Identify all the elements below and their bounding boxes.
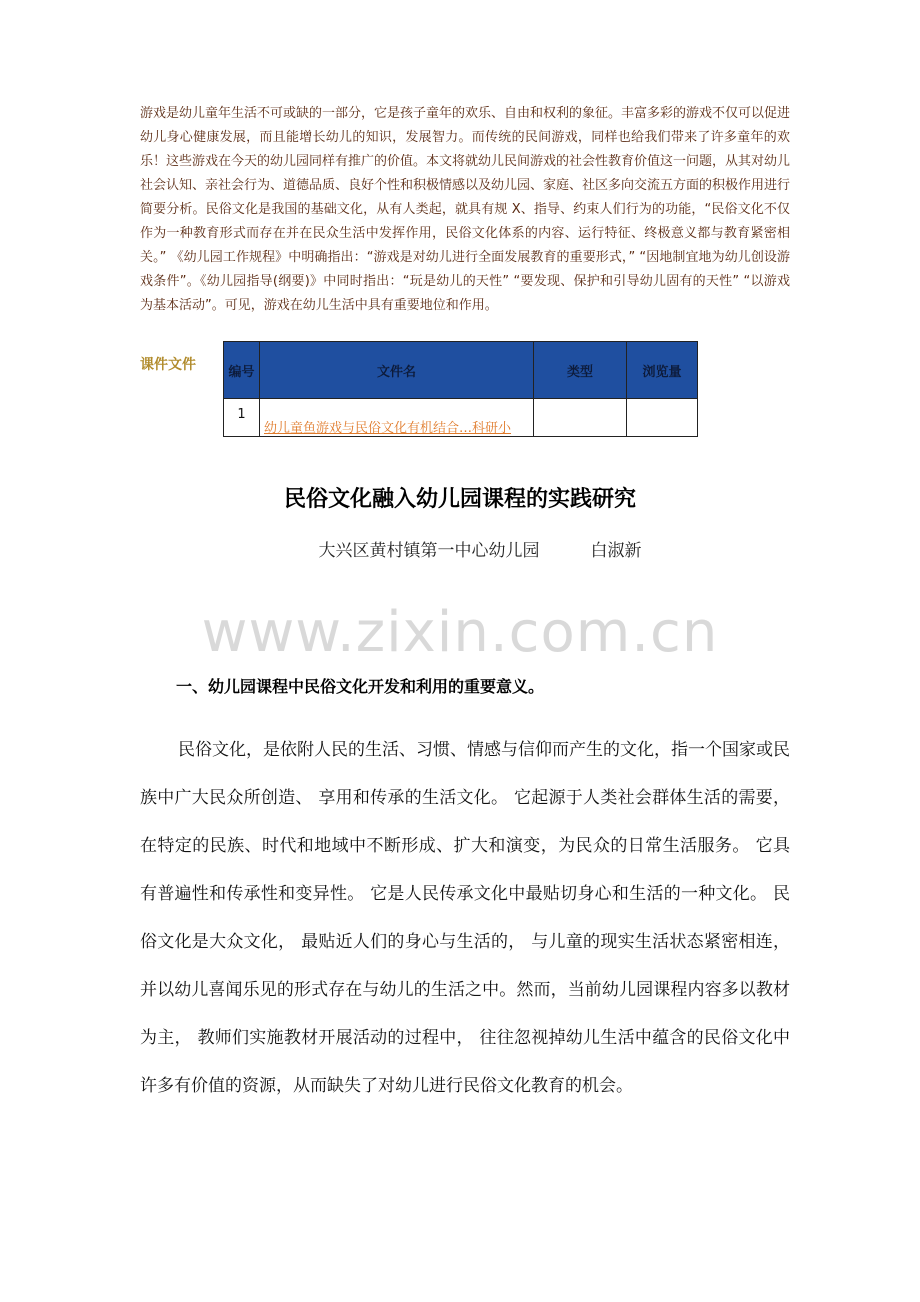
article-byline: 大兴区黄村镇第一中心幼儿园 白淑新 — [318, 541, 642, 561]
file-num-cell: 1 — [224, 399, 260, 437]
article-title: 民俗文化融入幼儿园课程的实践研究 — [283, 487, 636, 512]
file-views-cell — [627, 399, 698, 437]
courseware-files-table — [223, 341, 698, 437]
file-name-cell — [260, 399, 534, 437]
section-body-paragraph: 民俗文化，是依附人民的生活、习惯、情感与信仰而产生的文化，指一个国家或民族中广大民众所创造、 享用和传承的生活文化。 它起源于人类社会群体生活的需要，在特定的民族、时代和地域中不断形成、扩大和演变，为民众的日常生活服务。 它具有普遍性和传承性和变异性。 它是人民传承文化中最贴切身心和生活的一种文化。 民俗文化是大众文化， 最贴近人们的身心与生活的， 与儿童的现实生活状态紧密相连，并以幼儿喜闻乐见的形式存在与幼儿的生活之中。然而，当前幼儿园课程内容多以教材为主， 教师们实施教材开展活动的过程中， 往往忽视掉幼儿生活中蕴含的民俗文化中许多有价值的资源，从而缺失了对幼儿进行民俗文化教育的机会。 — [140, 740, 790, 1096]
column-header-type: 类型 — [534, 342, 627, 399]
table-header-row — [224, 342, 698, 399]
column-header-name: 文件名 — [260, 342, 534, 399]
courseware-files-label: 课件文件 — [140, 357, 196, 373]
section-heading: 一、幼儿园课程中民俗文化开发和利用的重要意义。 — [176, 677, 545, 696]
file-type-cell — [534, 399, 627, 437]
column-header-views: 浏览量 — [627, 342, 698, 399]
table-row — [224, 399, 698, 437]
site-watermark: www.zixin.com.cn — [201, 600, 719, 665]
intro-paragraph: 游戏是幼儿童年生活不可或缺的一部分，它是孩子童年的欢乐、自由和权利的象征。丰富多彩的游戏不仅可以促进幼儿身心健康发展，而且能增长幼儿的知识，发展智力。而传统的民间游戏，同样也给我们带来了许多童年的欢乐！这些游戏在今天的幼儿园同样有推广的价值。本文将就幼儿民间游戏的社会性教育价值这一问题，从其对幼儿社会认知、亲社会行为、道德品质、良好个性和积极情感以及幼儿园、家庭、社区多向交流五方面的积极作用进行简要分析。民俗文化是我国的基础文化，从有人类起，就具有规 X、指导、约束人们行为的功能，“民俗文化不仅作为一种教育形式而存在并在民众生活中发挥作用，民俗文化体系的内容、运行特征、终极意义都与教育紧密相关。” 《幼儿园工作规程》中明确指出：“游戏是对幼儿进行全面发展教育的重要形式，” “因地制宜地为幼儿创设游戏条件”。《幼儿园指导(纲要)》中同时指出：“玩是幼儿的天性” “要发现、保护和引导幼儿固有的天性” “以游戏为基本活动”。可见，游戏在幼儿生活中具有重要地位和作用。 — [140, 106, 791, 313]
column-header-num: 编号 — [224, 342, 260, 399]
file-link[interactable]: 幼儿童鱼游戏与民俗文化有机结合…科研小 — [264, 421, 512, 436]
